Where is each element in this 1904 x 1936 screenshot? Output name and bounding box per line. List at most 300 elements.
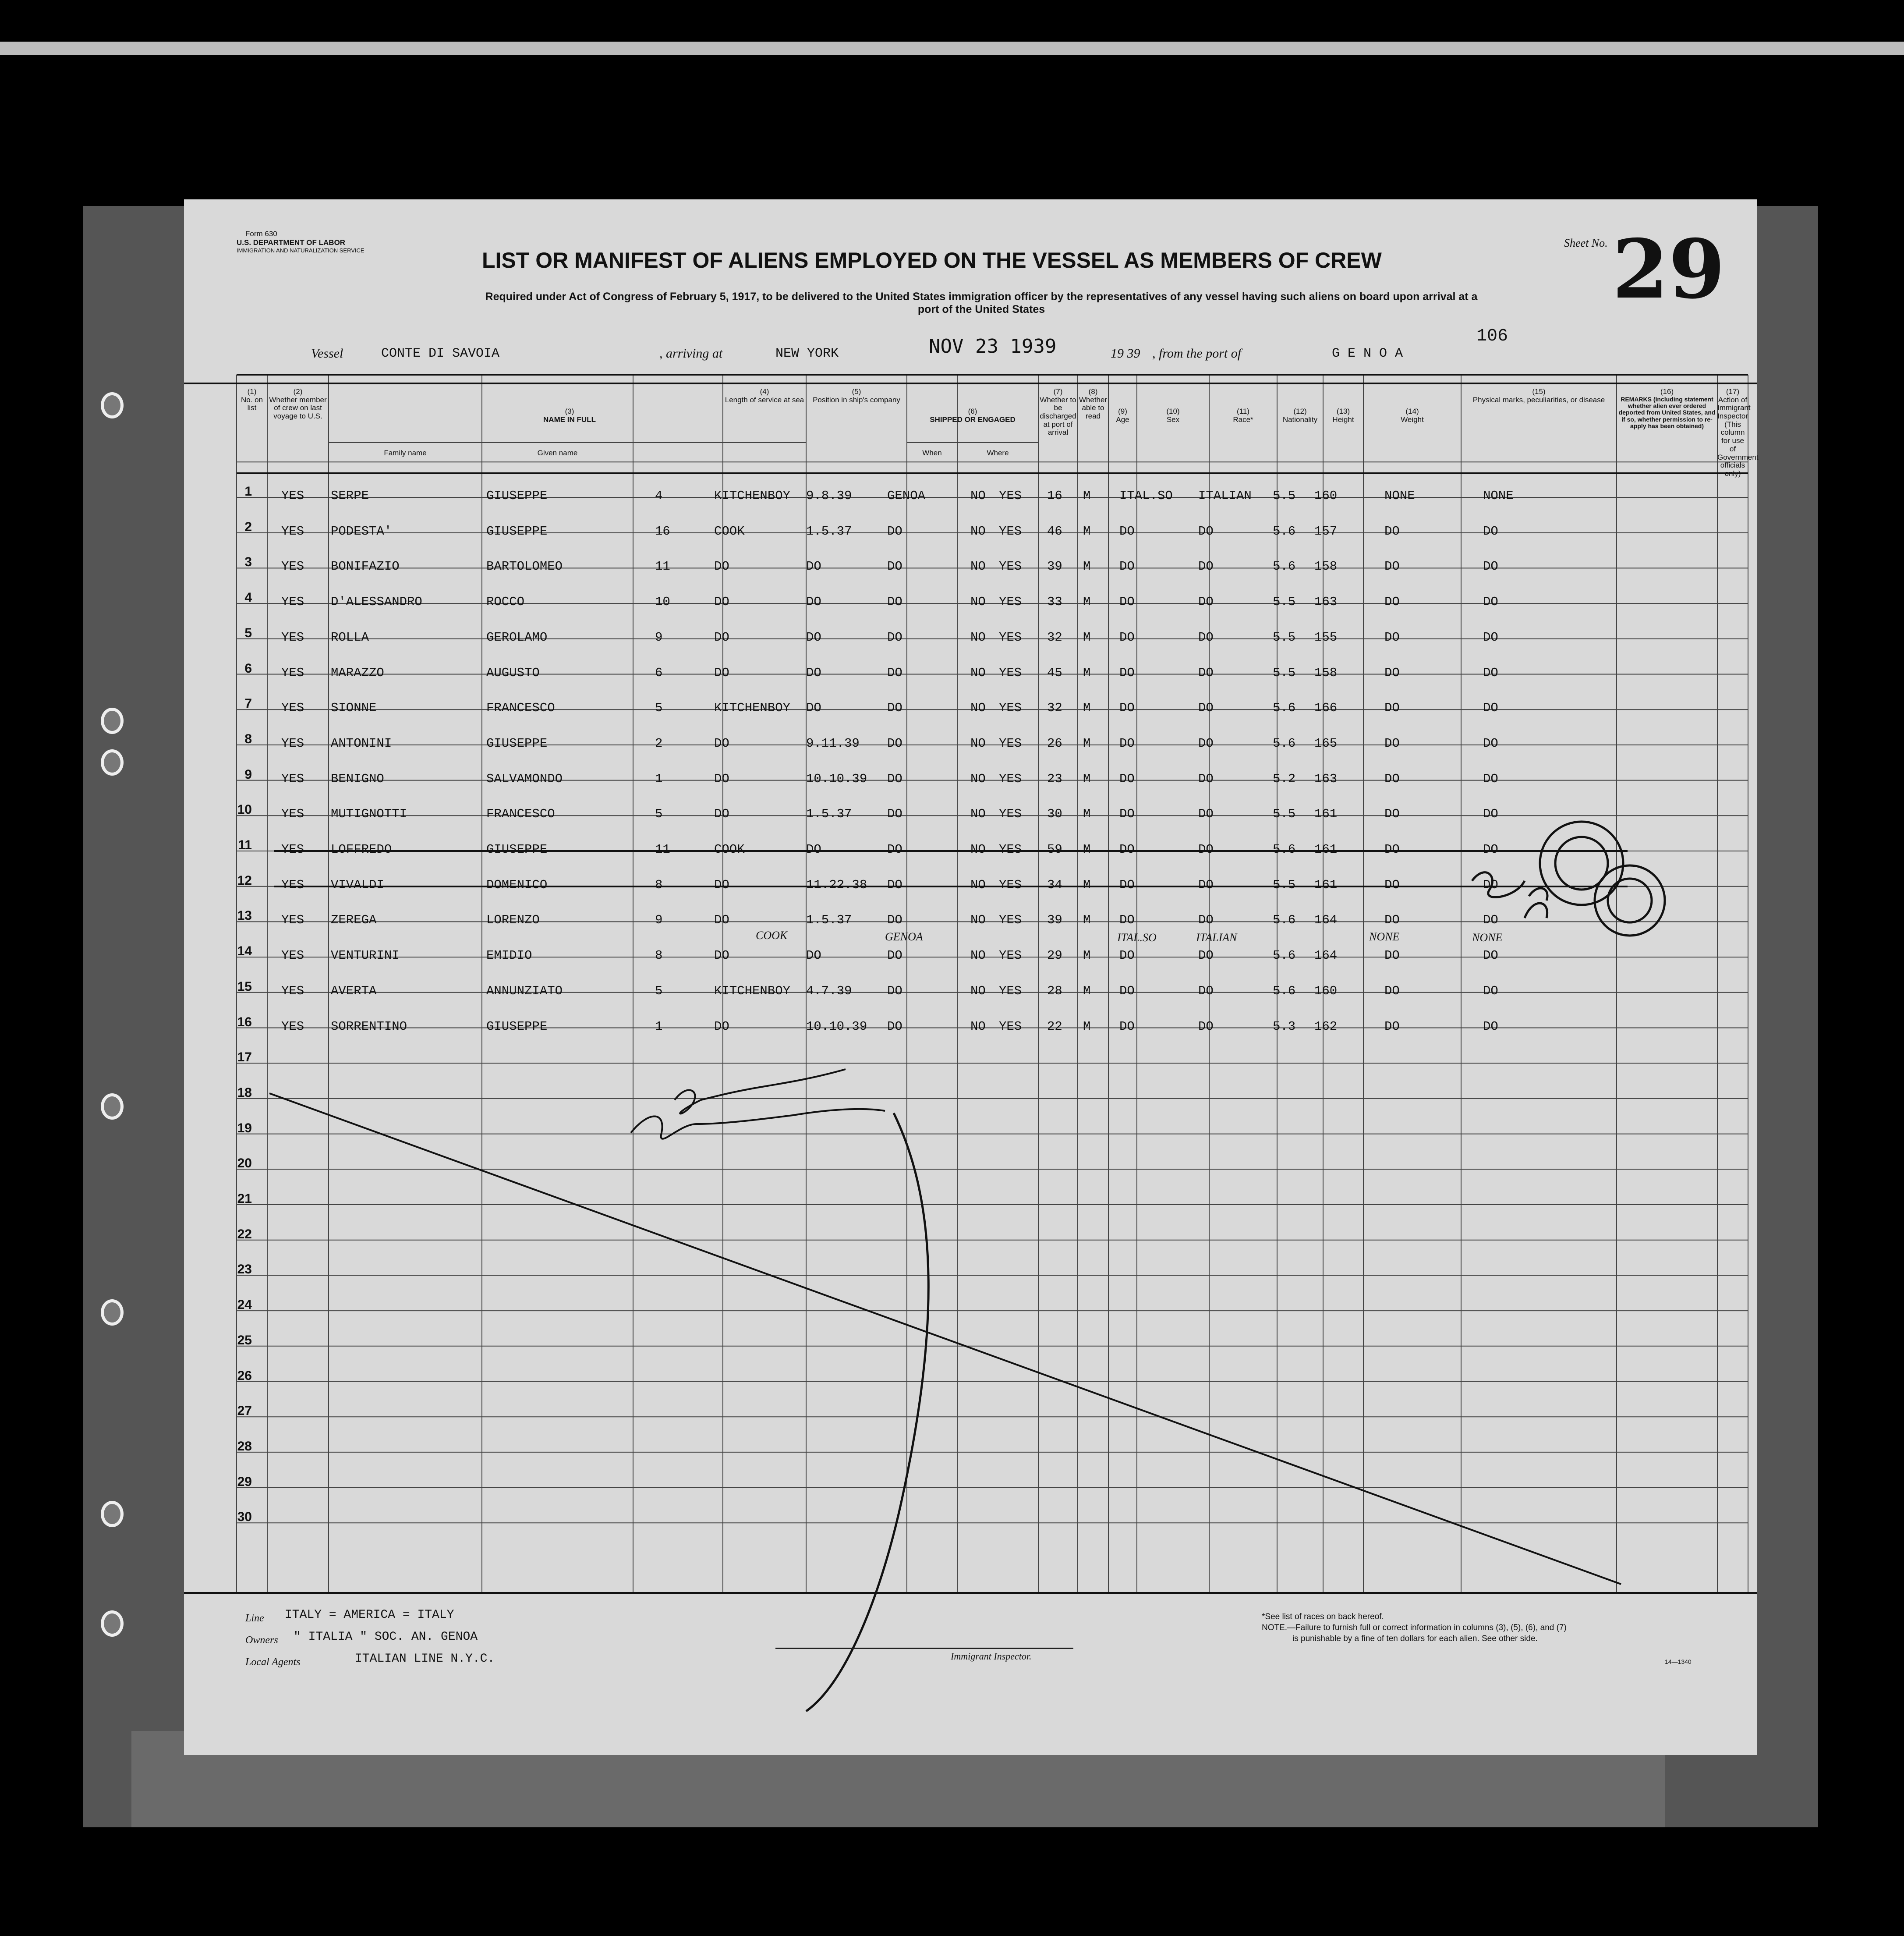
page-number: 106	[1476, 326, 1508, 346]
cell-given: GIUSEPPE	[486, 1019, 548, 1034]
cell-weight: 161	[1314, 877, 1338, 892]
cell-age: 33	[1047, 595, 1062, 610]
cell-when: 1.5.37	[806, 807, 852, 822]
column-number: (5)	[852, 387, 861, 396]
handwritten-remarks-none: NONE	[1472, 931, 1503, 944]
cell-read: YES	[999, 983, 1022, 998]
punch-hole	[101, 1299, 124, 1326]
cell-crew: YES	[281, 771, 304, 786]
cell-remarks: DO	[1483, 983, 1498, 998]
cell-sex: M	[1083, 1019, 1091, 1034]
cell-sex: M	[1083, 630, 1091, 645]
row-number: 27	[237, 1404, 252, 1418]
cell-where: DO	[887, 595, 902, 610]
cell-crew: YES	[281, 489, 304, 503]
cell-position: DO	[714, 913, 729, 928]
cell-where: DO	[887, 913, 902, 928]
cell-where: DO	[887, 983, 902, 998]
cell-when: DO	[806, 701, 821, 716]
cell-weight: 163	[1314, 595, 1338, 610]
row-number: 20	[237, 1156, 252, 1171]
from-port: G E N O A	[1332, 346, 1403, 361]
cell-nat: DO	[1198, 913, 1214, 928]
cell-where: DO	[887, 701, 902, 716]
cell-marks: DO	[1384, 701, 1400, 716]
cell-height: 5.2	[1273, 771, 1296, 786]
cell-race: DO	[1119, 665, 1135, 680]
cell-height: 5.5	[1273, 665, 1296, 680]
cell-disch: NO	[970, 736, 986, 751]
cell-sex: M	[1083, 489, 1091, 503]
cell-weight: 162	[1314, 1019, 1338, 1034]
cell-marks: DO	[1384, 842, 1400, 857]
column-number: (7)	[1053, 387, 1063, 396]
cell-crew: YES	[281, 948, 304, 963]
cell-family: SIONNE	[331, 701, 377, 716]
cell-when: 11.22.38	[806, 877, 867, 892]
cell-weight: 165	[1314, 736, 1338, 751]
cell-given: SALVAMONDO	[486, 771, 563, 786]
row-number: 10	[237, 802, 252, 817]
column-label: Whether to be discharged at port of arrival	[1040, 395, 1076, 437]
punch-hole	[101, 392, 124, 418]
column-number: (8)	[1088, 387, 1098, 396]
cell-family: SORRENTINO	[331, 1019, 407, 1034]
cell-given: ROCCO	[486, 595, 525, 610]
cell-nat: DO	[1198, 524, 1214, 539]
column-label: No. on list	[241, 395, 263, 412]
cell-remarks: NONE	[1483, 489, 1514, 503]
column-number: (4)	[760, 387, 769, 396]
column-label: Whether member of crew on last voyage to U.S.	[269, 395, 327, 421]
cell-when: 9.11.39	[806, 736, 860, 751]
row-number: 13	[237, 908, 252, 923]
cell-position: DO	[714, 665, 729, 680]
cell-nat: DO	[1198, 983, 1214, 998]
cell-marks: DO	[1384, 559, 1400, 574]
cell-family: BENIGNO	[331, 771, 384, 786]
cell-remarks: DO	[1483, 842, 1498, 857]
inspector-label: Immigrant Inspector.	[951, 1651, 1032, 1662]
cell-crew: YES	[281, 983, 304, 998]
cell-age: 46	[1047, 524, 1062, 539]
diagonal-cancel-line	[269, 1093, 1621, 1584]
cell-given: DOMENICO	[486, 877, 548, 892]
arrival-date-stamp: NOV 23 1939	[929, 335, 1057, 358]
cell-position: DO	[714, 807, 729, 822]
cell-height: 5.3	[1273, 1019, 1296, 1034]
cell-age: 26	[1047, 736, 1062, 751]
cell-height: 5.5	[1273, 630, 1296, 645]
cell-remarks: DO	[1483, 913, 1498, 928]
cell-age: 29	[1047, 948, 1062, 963]
local-agents: ITALIAN LINE N.Y.C.	[355, 1652, 495, 1666]
cell-where: DO	[887, 771, 902, 786]
cell-family: SERPE	[331, 489, 369, 503]
cell-family: ROLLA	[331, 630, 369, 645]
cell-age: 22	[1047, 1019, 1062, 1034]
cell-nat: DO	[1198, 807, 1214, 822]
cell-disch: NO	[970, 807, 986, 822]
cell-position: DO	[714, 877, 729, 892]
cell-age: 28	[1047, 983, 1062, 998]
cell-read: YES	[999, 807, 1022, 822]
column-label: Nationality	[1282, 415, 1318, 424]
cell-race: DO	[1119, 1019, 1135, 1034]
row-number: 24	[237, 1298, 252, 1312]
cell-given: AUGUSTO	[486, 665, 540, 680]
cell-height: 5.5	[1273, 489, 1296, 503]
cell-read: YES	[999, 665, 1022, 680]
cell-sex: M	[1083, 807, 1091, 822]
year: 19 39	[1111, 346, 1140, 361]
cell-sex: M	[1083, 983, 1091, 998]
cell-service: 16	[655, 524, 670, 539]
column-label: Race*	[1233, 415, 1253, 424]
row-number: 3	[244, 555, 252, 570]
column-label: Family name	[384, 449, 427, 457]
cell-crew: YES	[281, 913, 304, 928]
pen-stroke	[806, 1113, 928, 1711]
row-number: 17	[237, 1050, 252, 1065]
column-number: (6)	[968, 407, 977, 415]
cell-position: KITCHENBOY	[714, 983, 791, 998]
cell-race: DO	[1119, 736, 1135, 751]
cell-when: 1.5.37	[806, 913, 852, 928]
cell-position: KITCHENBOY	[714, 701, 791, 716]
cell-nat: DO	[1198, 665, 1214, 680]
punch-hole	[101, 1501, 124, 1527]
cell-age: 32	[1047, 701, 1062, 716]
row-number: 22	[237, 1227, 252, 1241]
cell-where: DO	[887, 1019, 902, 1034]
cell-service: 11	[655, 559, 670, 574]
column-number: (17)	[1726, 387, 1740, 396]
cell-remarks: DO	[1483, 665, 1498, 680]
cell-given: FRANCESCO	[486, 701, 555, 716]
row-number: 8	[244, 731, 252, 746]
column-label: SHIPPED OR ENGAGED	[930, 415, 1016, 424]
cell-sex: M	[1083, 559, 1091, 574]
cell-sex: M	[1083, 877, 1091, 892]
row-number: 7	[244, 696, 252, 711]
cell-family: BONIFAZIO	[331, 559, 400, 574]
cell-read: YES	[999, 771, 1022, 786]
cell-read: YES	[999, 913, 1022, 928]
row-number: 16	[237, 1014, 252, 1029]
handwritten-marks-none: NONE	[1369, 930, 1400, 943]
cell-family: ANTONINI	[331, 736, 392, 751]
column-label: Position in ship's company	[813, 395, 900, 404]
subtitle-line-2: port of the United States	[917, 303, 1045, 316]
cell-service: 8	[655, 948, 663, 963]
cell-remarks: DO	[1483, 1019, 1498, 1034]
cell-nat: DO	[1198, 559, 1214, 574]
cell-disch: NO	[970, 701, 986, 716]
cell-disch: NO	[970, 524, 986, 539]
cell-disch: NO	[970, 771, 986, 786]
cell-crew: YES	[281, 1019, 304, 1034]
cell-sex: M	[1083, 595, 1091, 610]
cell-service: 1	[655, 771, 663, 786]
column-label: Whether able to read	[1079, 395, 1108, 421]
row-number: 25	[237, 1333, 252, 1347]
cell-marks: DO	[1384, 807, 1400, 822]
row-number: 18	[237, 1085, 252, 1100]
cell-where: DO	[887, 665, 902, 680]
cell-where: DO	[887, 524, 902, 539]
cell-sex: M	[1083, 736, 1091, 751]
column-number: (14)	[1405, 407, 1419, 415]
penalty-note: NOTE.—Failure to furnish full or correct information in columns (3), (5), (6), and (7)	[1262, 1623, 1567, 1632]
cell-disch: NO	[970, 595, 986, 610]
cell-weight: 164	[1314, 913, 1338, 928]
cell-age: 39	[1047, 913, 1062, 928]
row-number: 5	[244, 625, 252, 640]
from-label: , from the port of	[1152, 346, 1242, 361]
cell-family: VENTURINI	[331, 948, 400, 963]
cell-disch: NO	[970, 877, 986, 892]
cell-marks: DO	[1384, 665, 1400, 680]
cell-crew: YES	[281, 701, 304, 716]
cell-race: DO	[1119, 913, 1135, 928]
column-number: (13)	[1336, 407, 1350, 415]
column-label: REMARKS (Including statement whether alien ever ordered deported from United States, and if so, whether permission to re-apply has been obtained)	[1618, 395, 1716, 430]
cell-service: 6	[655, 665, 663, 680]
cell-service: 10	[655, 595, 670, 610]
column-label: NAME IN FULL	[543, 415, 596, 424]
manifest-sheet	[184, 199, 1757, 1755]
cell-where: GENOA	[887, 489, 926, 503]
cell-disch: NO	[970, 842, 986, 857]
cell-disch: NO	[970, 948, 986, 963]
cell-read: YES	[999, 595, 1022, 610]
row-number: 23	[237, 1262, 252, 1277]
line-label: Line	[245, 1613, 264, 1624]
cell-service: 9	[655, 913, 663, 928]
cell-given: GEROLAMO	[486, 630, 548, 645]
cell-race: DO	[1119, 983, 1135, 998]
arrival-port: NEW YORK	[775, 346, 839, 361]
column-number: (3)	[565, 407, 574, 415]
cell-age: 23	[1047, 771, 1062, 786]
department: U.S. DEPARTMENT OF LABOR	[237, 238, 346, 247]
column-label: When	[922, 449, 942, 457]
cell-where: DO	[887, 736, 902, 751]
cell-sex: M	[1083, 948, 1091, 963]
cell-disch: NO	[970, 665, 986, 680]
cell-marks: DO	[1384, 983, 1400, 998]
cell-remarks: DO	[1483, 736, 1498, 751]
column-number: (15)	[1532, 387, 1546, 396]
cell-race: DO	[1119, 524, 1135, 539]
punch-hole	[101, 1610, 124, 1637]
cell-weight: 158	[1314, 559, 1338, 574]
cell-height: 5.5	[1273, 595, 1296, 610]
row-number: 30	[237, 1510, 252, 1525]
cell-race: DO	[1119, 595, 1135, 610]
cell-nat: DO	[1198, 842, 1214, 857]
cell-position: DO	[714, 948, 729, 963]
column-number: (10)	[1166, 407, 1180, 415]
row-number: 4	[244, 590, 252, 605]
row-number: 1	[244, 484, 252, 499]
cell-service: 5	[655, 701, 663, 716]
cell-height: 5.6	[1273, 948, 1296, 963]
cell-read: YES	[999, 524, 1022, 539]
cell-remarks: DO	[1483, 595, 1498, 610]
row-number: 12	[237, 873, 252, 888]
cell-marks: NONE	[1384, 489, 1415, 503]
cell-crew: YES	[281, 595, 304, 610]
cell-height: 5.5	[1273, 807, 1296, 822]
column-label: Length of service at sea	[725, 395, 804, 404]
cell-given: GIUSEPPE	[486, 524, 548, 539]
cell-nat: DO	[1198, 948, 1214, 963]
print-code: 14—1340	[1665, 1658, 1692, 1665]
cell-family: AVERTA	[331, 983, 377, 998]
cell-race: DO	[1119, 771, 1135, 786]
cell-family: ZEREGA	[331, 913, 377, 928]
cell-crew: YES	[281, 559, 304, 574]
cell-sex: M	[1083, 842, 1091, 857]
row-number: 28	[237, 1439, 252, 1454]
cell-height: 5.5	[1273, 877, 1296, 892]
cell-position: DO	[714, 595, 729, 610]
owners-label: Owners	[245, 1635, 278, 1646]
cell-when: 4.7.39	[806, 983, 852, 998]
cell-disch: NO	[970, 1019, 986, 1034]
cell-when: 1.5.37	[806, 524, 852, 539]
column-label: Given name	[537, 449, 578, 457]
cell-marks: DO	[1384, 630, 1400, 645]
cell-marks: DO	[1384, 771, 1400, 786]
cell-marks: DO	[1384, 524, 1400, 539]
cell-read: YES	[999, 701, 1022, 716]
cell-height: 5.6	[1273, 559, 1296, 574]
cell-read: YES	[999, 1019, 1022, 1034]
owners: " ITALIA " SOC. AN. GENOA	[294, 1630, 478, 1644]
cell-when: DO	[806, 630, 821, 645]
handwritten-marks	[184, 199, 1757, 1755]
cell-marks: DO	[1384, 877, 1400, 892]
cell-nat: DO	[1198, 877, 1214, 892]
cell-remarks: DO	[1483, 877, 1498, 892]
cell-remarks: DO	[1483, 948, 1498, 963]
cell-remarks: DO	[1483, 701, 1498, 716]
cell-family: VIVALDI	[331, 877, 384, 892]
cell-sex: M	[1083, 524, 1091, 539]
subtitle-line-1: Required under Act of Congress of February 5, 1917, to be delivered to the United States immigration officer by the representatives of any vessel having such aliens on board upon arrival at a	[485, 291, 1478, 303]
cell-remarks: DO	[1483, 807, 1498, 822]
races-note: *See list of races on back hereof.	[1262, 1612, 1384, 1621]
handwritten-genoa: GENOA	[885, 930, 923, 943]
row-number: 19	[237, 1120, 252, 1135]
row-number: 9	[244, 767, 252, 782]
cell-service: 9	[655, 630, 663, 645]
inspector-signature	[675, 1069, 846, 1113]
cell-nat: DO	[1198, 630, 1214, 645]
row-number: 21	[237, 1191, 252, 1206]
cell-family: MUTIGNOTTI	[331, 807, 407, 822]
cell-read: YES	[999, 877, 1022, 892]
sheet-label: Sheet No.	[1564, 237, 1608, 249]
cell-when: 10.10.39	[806, 1019, 867, 1034]
vessel-name: CONTE DI SAVOIA	[381, 346, 500, 361]
cell-race: DO	[1119, 559, 1135, 574]
film-edge	[0, 42, 1904, 55]
cell-given: GIUSEPPE	[486, 842, 548, 857]
column-label: Age	[1116, 415, 1129, 424]
cell-age: 34	[1047, 877, 1062, 892]
cell-sex: M	[1083, 771, 1091, 786]
row-number: 6	[244, 661, 252, 676]
page-title: LIST OR MANIFEST OF ALIENS EMPLOYED ON THE VESSEL AS MEMBERS OF CREW	[482, 248, 1382, 273]
cell-given: ANNUNZIATO	[486, 983, 563, 998]
cell-height: 5.6	[1273, 736, 1296, 751]
cell-race: DO	[1119, 630, 1135, 645]
inspector-signature-line	[775, 1648, 1073, 1649]
cell-marks: DO	[1384, 1019, 1400, 1034]
cell-position: KITCHENBOY	[714, 489, 791, 503]
cell-given: LORENZO	[486, 913, 540, 928]
cell-when: DO	[806, 665, 821, 680]
row-number: 11	[238, 838, 252, 852]
cell-read: YES	[999, 489, 1022, 503]
cell-marks: DO	[1384, 913, 1400, 928]
column-label: Weight	[1401, 415, 1424, 424]
column-label: Sex	[1166, 415, 1180, 424]
row-number: 29	[237, 1474, 252, 1489]
form-number: Form 630	[245, 230, 277, 238]
cell-family: LOFFREDO	[331, 842, 392, 857]
punch-hole	[101, 749, 124, 776]
column-number: (16)	[1660, 387, 1674, 396]
cell-family: MARAZZO	[331, 665, 384, 680]
punch-hole	[101, 1093, 124, 1120]
cell-age: 45	[1047, 665, 1062, 680]
cell-read: YES	[999, 736, 1022, 751]
row-number: 14	[237, 944, 252, 959]
cell-marks: DO	[1384, 595, 1400, 610]
cell-nat: DO	[1198, 736, 1214, 751]
cell-weight: 160	[1314, 983, 1338, 998]
cell-crew: YES	[281, 736, 304, 751]
cell-when: 9.8.39	[806, 489, 852, 503]
cell-given: BARTOLOMEO	[486, 559, 563, 574]
cell-race: DO	[1119, 948, 1135, 963]
cell-nat: DO	[1198, 595, 1214, 610]
cell-weight: 157	[1314, 524, 1338, 539]
punch-hole	[101, 708, 124, 734]
cell-age: 39	[1047, 559, 1062, 574]
column-number: (9)	[1118, 407, 1127, 415]
handwritten-cook: COOK	[756, 929, 788, 942]
cell-remarks: DO	[1483, 524, 1498, 539]
row-number: 2	[244, 519, 252, 534]
cell-marks: DO	[1384, 948, 1400, 963]
cell-read: YES	[999, 630, 1022, 645]
cell-position: DO	[714, 771, 729, 786]
cell-weight: 160	[1314, 489, 1338, 503]
cell-disch: NO	[970, 983, 986, 998]
sheet-number: 29	[1612, 221, 1725, 317]
cell-sex: M	[1083, 701, 1091, 716]
cell-crew: YES	[281, 842, 304, 857]
cell-sex: M	[1083, 913, 1091, 928]
cell-weight: 163	[1314, 771, 1338, 786]
cell-disch: NO	[970, 913, 986, 928]
